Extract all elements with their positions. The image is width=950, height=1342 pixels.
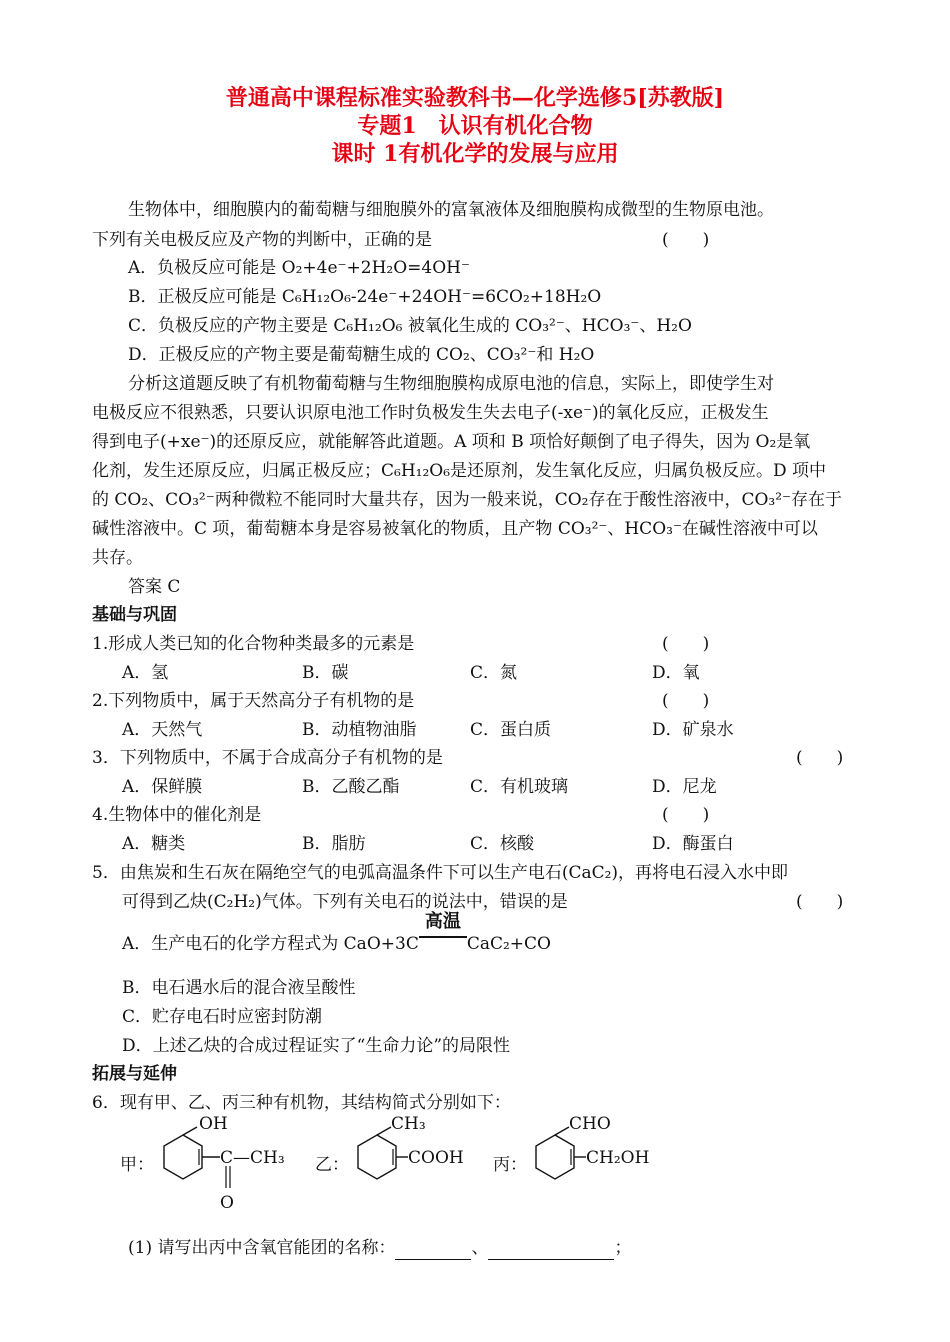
example-stem-line2: 下列有关电极反应及产物的判断中，正确的是 — [92, 230, 432, 250]
question-4-stem: 4.生物体中的催化剂是 — [92, 805, 262, 825]
analysis-line: 共存。 — [92, 548, 143, 568]
question-1-stem: 1.形成人类已知的化合物种类最多的元素是 — [92, 634, 415, 654]
bing-hydroxymethyl-group: CH₂OH — [586, 1148, 650, 1168]
q5-option-a-text: A．生产电石的化学方程式为 CaO+3C — [122, 934, 419, 954]
q1-option-a: A．氢 — [122, 663, 169, 683]
q3-option-d: D．尼龙 — [652, 777, 717, 797]
analysis-line: 碱性溶液中。C 项，葡萄糖本身是容易被氧化的物质，且产物 CO₃²⁻、HCO₃⁻在碱性溶液中可以 — [92, 519, 818, 539]
answer-bracket: ( ) — [662, 805, 710, 825]
label-jia: 甲： — [120, 1155, 154, 1175]
blank-separator: 、 — [471, 1238, 489, 1258]
example-answer: 答案 C — [128, 577, 181, 597]
answer-bracket: ( ) — [796, 748, 844, 768]
question-3-stem: 3．下列物质中，不属于合成高分子有机物的是 — [92, 748, 443, 768]
example-option-d: D．正极反应的产物主要是葡萄糖生成的 CO₂、CO₃²⁻和 H₂O — [128, 345, 595, 365]
q1-option-b: B．碳 — [302, 663, 349, 683]
reaction-condition — [419, 911, 467, 956]
q1-option-d: D．氧 — [652, 663, 700, 683]
answer-bracket: ( ) — [662, 634, 710, 654]
q5-option-b: B．电石遇水后的混合液呈酸性 — [122, 978, 356, 998]
example-option-b: B．正极反应可能是 C₆H₁₂O₆-24e⁻+24OH⁻=6CO₂+18H₂O — [128, 287, 602, 307]
q3-option-b: B．乙酸乙酯 — [302, 777, 400, 797]
q5-option-d: D．上述乙炔的合成过程证实了“生命力论”的局限性 — [122, 1036, 511, 1056]
blank-end-mark: ； — [614, 1238, 632, 1258]
q2-option-c: C．蛋白质 — [470, 720, 552, 740]
analysis-line: 电极反应不很熟悉，只要认识原电池工作时负极发生失去电子(-xe⁻)的氧化反应，正极发生 — [92, 403, 769, 423]
analysis-line: 分析这道题反映了有机物葡萄糖与生物细胞膜构成原电池的信息，实际上，即使学生对 — [128, 374, 774, 394]
benzene-ring — [536, 1135, 574, 1179]
q2-option-a: A．天然气 — [122, 720, 203, 740]
label-bing: 丙： — [493, 1155, 527, 1175]
q5-option-c: C．贮存电石时应密封防潮 — [122, 1007, 323, 1027]
q4-option-d: D．酶蛋白 — [652, 834, 734, 854]
q4-option-c: C．核酸 — [470, 834, 535, 854]
q6-subquestion-1 — [128, 1236, 631, 1260]
q1-option-c: C．氮 — [470, 663, 518, 683]
bond — [183, 1127, 197, 1135]
reaction-arrow-bar — [419, 936, 467, 938]
benzene-ring — [358, 1135, 396, 1179]
question-2-stem: 2.下列物质中，属于天然高分子有机物的是 — [92, 691, 415, 711]
q2-option-b: B．动植物油脂 — [302, 720, 417, 740]
answer-bracket: ( ) — [662, 230, 710, 250]
jia-oh-group: OH — [199, 1114, 228, 1134]
q4-option-a: A．糖类 — [122, 834, 186, 854]
jia-carbonyl-o: O — [220, 1193, 234, 1213]
benzene-ring — [164, 1135, 202, 1179]
example-option-c: C．负极反应的产物主要是 C₆H₁₂O₆ 被氧化生成的 CO₃²⁻、HCO₃⁻、H₂O — [128, 316, 692, 336]
question-5-stem-line2: 可得到乙炔(C₂H₂)气体。下列有关电石的说法中，错误的是 — [122, 892, 568, 912]
bond — [555, 1127, 569, 1135]
analysis-line: 化剂，发生还原反应，归属正极反应；C₆H₁₂O₆是还原剂，发生氧化反应，归属负极反应。D 项中 — [92, 461, 827, 481]
answer-bracket: ( ) — [796, 892, 844, 912]
analysis-line: 的 CO₂、CO₃²⁻两种微粒不能同时大量共存，因为一般来说，CO₂存在于酸性溶液中，CO₃²⁻存在于 — [92, 490, 843, 510]
doc-title: 普通高中课程标准实验教科书—化学选修5[苏教版] — [225, 85, 725, 111]
reaction-condition-label: 高温 — [424, 911, 461, 932]
q3-option-c: C．有机玻璃 — [470, 777, 569, 797]
answer-blank-1[interactable] — [395, 1241, 471, 1260]
q6-sub1-prompt: (1) 请写出丙中含氧官能团的名称： — [128, 1238, 396, 1258]
label-yi: 乙： — [315, 1155, 349, 1175]
question-5-stem-line1: 5．由焦炭和生石灰在隔绝空气的电弧高温条件下可以生产电石(CaC₂)，再将电石浸入水中即 — [92, 863, 789, 883]
lesson-title: 课时 1有机化学的发展与应用 — [331, 141, 619, 167]
question-6-stem: 6．现有甲、乙、丙三种有机物，其结构简式分别如下： — [92, 1093, 511, 1113]
q5-option-a-products: CaC₂+CO — [466, 934, 551, 954]
analysis-line: 得到电子(+xe⁻)的还原反应，就能解答此道题。A 项和 B 项恰好颠倒了电子得失，因为 O₂是氧 — [92, 432, 811, 452]
q3-option-a: A．保鲜膜 — [122, 777, 203, 797]
example-option-a: A．负极反应可能是 O₂+4e⁻+2H₂O=4OH⁻ — [128, 258, 470, 278]
section-heading-basics: 基础与巩固 — [92, 605, 177, 625]
jia-side-chain: C—CH₃ — [220, 1148, 285, 1168]
bond — [377, 1127, 391, 1135]
answer-bracket: ( ) — [662, 691, 710, 711]
answer-blank-2[interactable] — [488, 1241, 614, 1260]
q5-option-a — [122, 911, 551, 956]
section-heading-extension: 拓展与延伸 — [92, 1064, 177, 1084]
q4-option-b: B．脂肪 — [302, 834, 366, 854]
yi-methyl-group: CH₃ — [391, 1114, 426, 1134]
example-stem-line1: 生物体中，细胞膜内的葡萄糖与细胞膜外的富氧液体及细胞膜构成微型的生物原电池。 — [128, 200, 774, 220]
yi-carboxyl-group: COOH — [408, 1148, 464, 1168]
doc-subtitle: 专题1 认识有机化合物 — [357, 113, 593, 139]
q2-option-d: D．矿泉水 — [652, 720, 734, 740]
bing-aldehyde-group: CHO — [569, 1114, 611, 1134]
structural-formulas — [115, 1108, 675, 1218]
